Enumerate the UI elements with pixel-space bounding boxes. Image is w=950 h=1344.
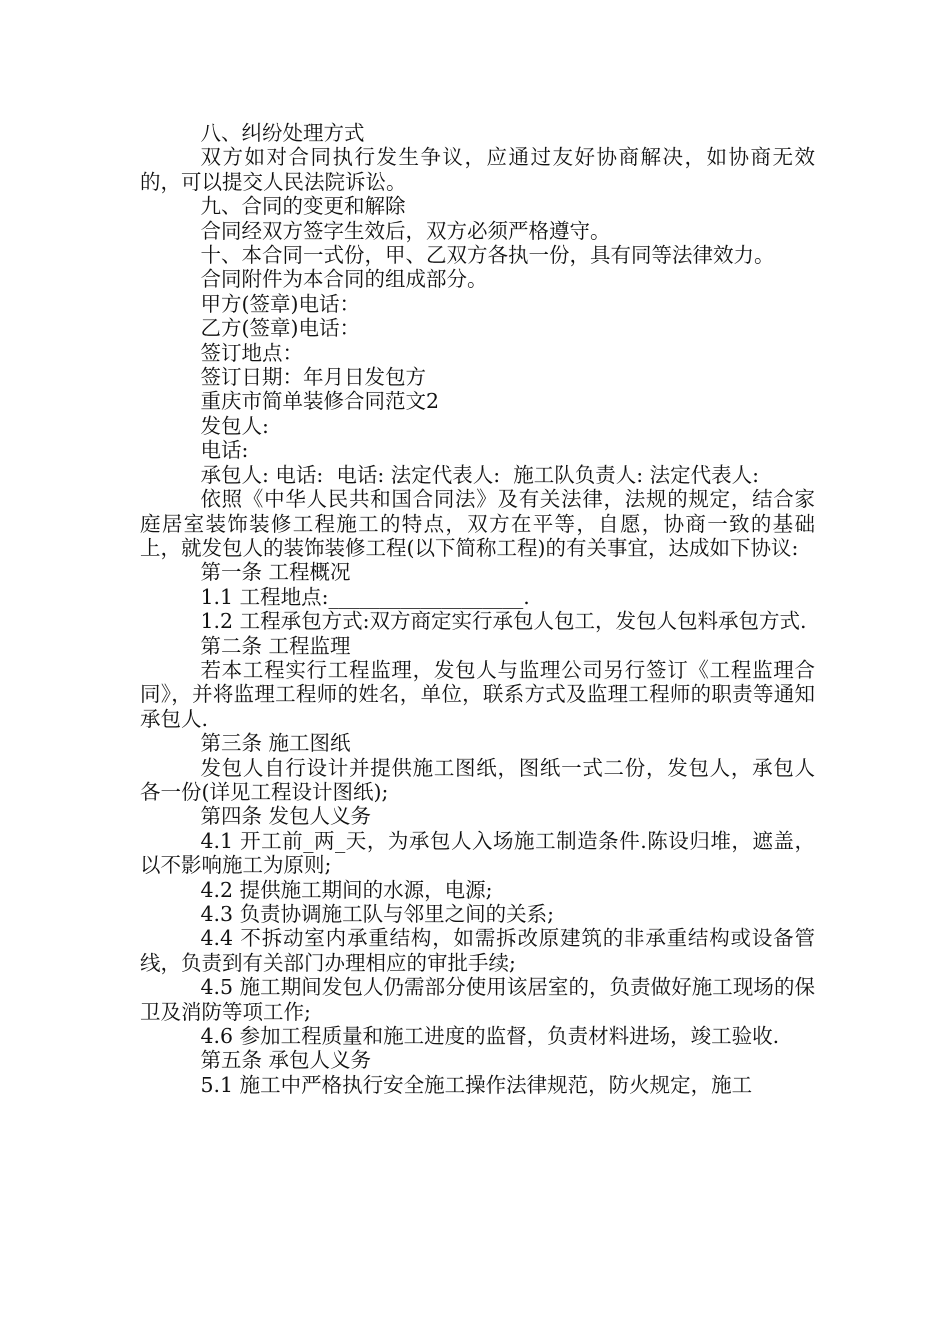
paragraph: 发包人:	[200, 413, 269, 438]
paragraph: 十、本合同一式份，甲、乙双方各执一份，具有同等法律效力。	[200, 243, 775, 268]
paragraph: 第五条 承包人义务	[200, 1048, 371, 1073]
paragraph: 重庆市简单装修合同范文2	[200, 389, 440, 414]
paragraph: 第三条 施工图纸	[200, 731, 351, 756]
paragraph: 5.1 施工中严格执行安全施工操作法律规范，防火规定，施工	[200, 1072, 753, 1097]
paragraph: 若本工程实行工程监理，发包人与监理公司另行签订《工程监理合同》，并将监理工程师的姓名，单位，联系方式及监理工程师的职责等通知承包人.	[140, 657, 815, 731]
paragraph: 发包人自行设计并提供施工图纸，图纸一式二份，发包人，承包人各一份(详见工程设计图纸);	[140, 755, 815, 804]
paragraph: 4.5 施工期间发包人仍需部分使用该居室的，负责做好施工现场的保卫及消防等项工作;	[140, 975, 815, 1024]
paragraph: 合同经双方签字生效后，双方必须严格遵守。	[200, 218, 611, 243]
paragraph: 八、纠纷处理方式	[200, 121, 365, 145]
paragraph: 承包人: 电话: 电话: 法定代表人: 施工队负责人: 法定代表人:	[200, 462, 760, 487]
paragraph: 甲方(签章)电话：	[200, 291, 360, 316]
paragraph: 4.6 参加工程质量和施工进度的监督，负责材料进场，竣工验收.	[200, 1024, 780, 1049]
paragraph: 4.2 提供施工期间的水源，电源;	[200, 877, 493, 902]
paragraph: 4.1 开工前_两_天，为承包人入场施工制造条件.陈设归堆，遮盖，以不影响施工为原则;	[140, 828, 815, 878]
paragraph: 签订日期：年月日发包方	[200, 365, 426, 390]
paragraph: 1.2 工程承包方式:双方商定实行承包人包工，发包人包料承包方式.	[200, 609, 807, 634]
paragraph: 九、合同的变更和解除	[200, 194, 406, 219]
paragraph: 合同附件为本合同的组成部分。	[200, 267, 488, 292]
contract-text	[140, 121, 815, 1097]
paragraph: 双方如对合同执行发生争议，应通过友好协商解决，如协商无效的，可以提交人民法院诉讼。	[140, 145, 815, 194]
paragraph: 4.4 不拆动室内承重结构，如需拆改原建筑的非承重结构或设备管线，负责到有关部门办理相应的审批手续;	[140, 926, 815, 975]
paragraph: 4.3 负责协调施工队与邻里之间的关系;	[200, 902, 554, 926]
paragraph: 依照《中华人民共和国合同法》及有关法律，法规的规定，结合家庭居室装饰装修工程施工的特点，双方在平等，自愿，协商一致的基础上，就发包人的装饰装修工程(以下简称工程)的有关事宜，达成如下协议:	[140, 487, 815, 560]
paragraph: 签订地点：	[200, 340, 303, 365]
paragraph: 1.1 工程地点:___________________.	[200, 584, 530, 609]
paragraph: 第一条 工程概况	[200, 560, 351, 585]
paragraph: 电话:	[200, 438, 249, 463]
paragraph: 乙方(签章)电话：	[200, 316, 360, 341]
paragraph: 第四条 发包人义务	[200, 804, 371, 829]
paragraph: 第二条 工程监理	[200, 633, 351, 658]
